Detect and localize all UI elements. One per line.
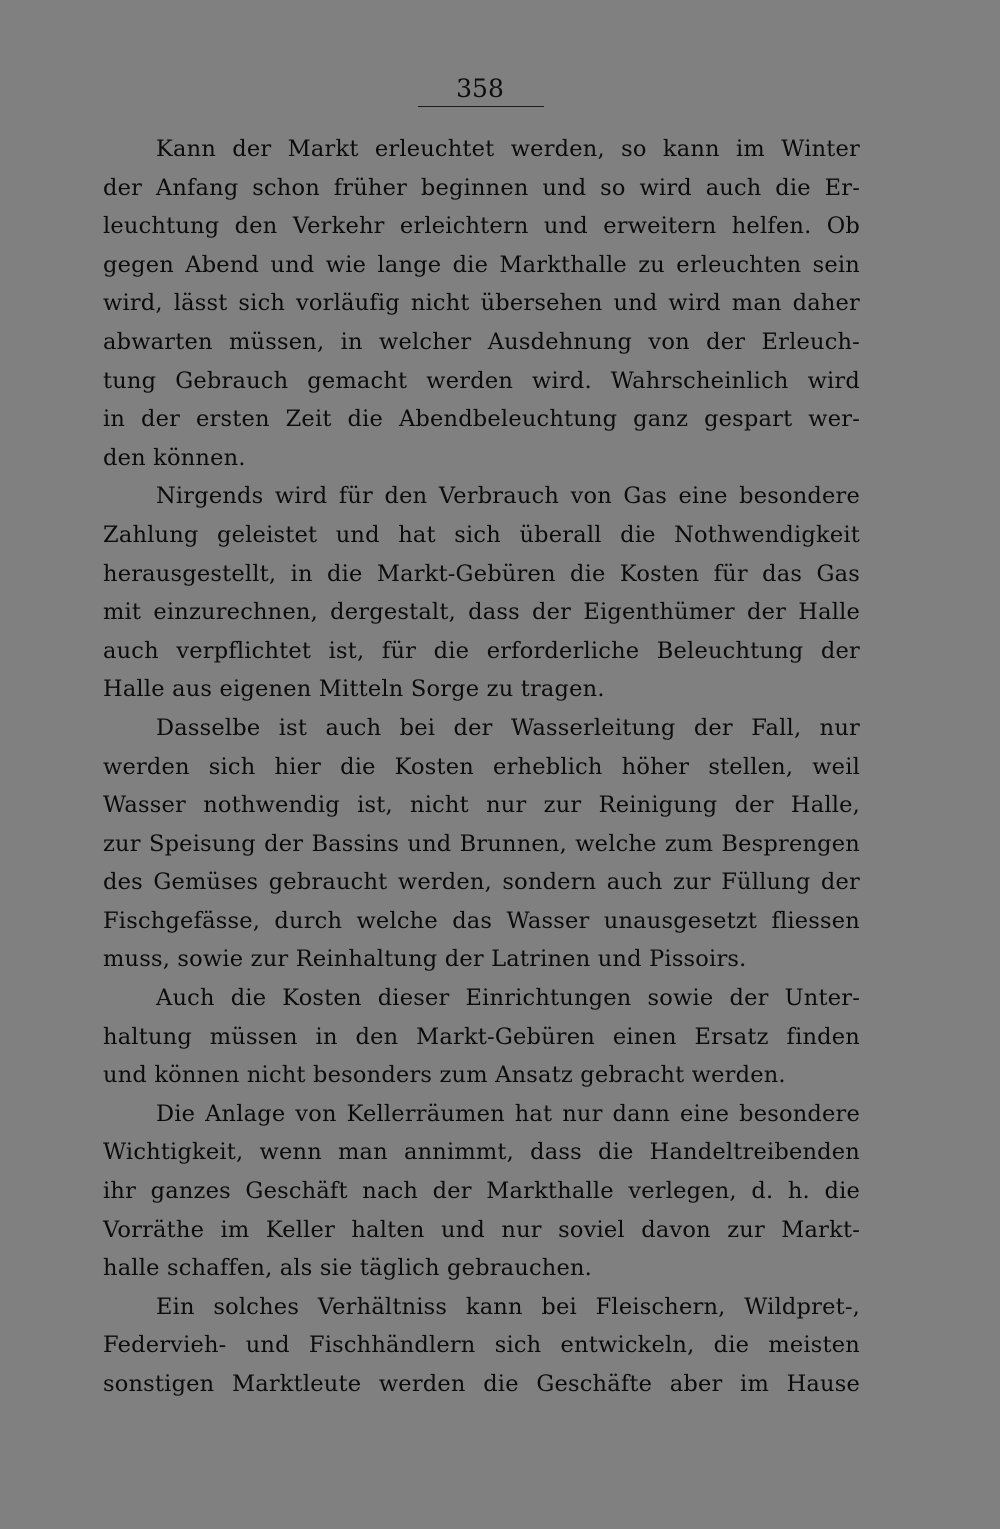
header-rule [418,106,544,107]
text-line: der Anfang schon früher beginnen und so wird auch die Er- [103,174,860,201]
text-line: haltung müssen in den Markt-Gebüren einen Ersatz finden [103,1023,860,1050]
text-line: leuchtung den Verkehr erleichtern und erweitern helfen. Ob [103,213,860,240]
text-line: Nirgends wird für den Verbrauch von Gas eine besondere [156,483,860,510]
body-text [103,130,860,1404]
text-line: den können. [103,444,246,471]
text-line: halle schaffen, als sie täglich gebrauchen. [103,1255,593,1282]
text-line: Federvieh- und Fischhändlern sich entwickeln, die meisten [103,1332,860,1359]
text-line: wird, lässt sich vorläufig nicht übersehen und wird man daher [103,290,860,317]
page-number: 358 [456,74,504,103]
text-line: Ein solches Verhältniss kann bei Fleischern, Wildpret-, [156,1293,860,1320]
text-line: Auch die Kosten dieser Einrichtungen sowie der Unter- [156,985,860,1012]
text-line: Wasser nothwendig ist, nicht nur zur Reinigung der Halle, [103,792,860,819]
text-line: auch verpflichtet ist, für die erforderliche Beleuchtung der [103,637,860,664]
text-line: ihr ganzes Geschäft nach der Markthalle verlegen, d. h. die [103,1178,860,1205]
text-line: werden sich hier die Kosten erheblich höher stellen, weil [103,753,860,780]
text-line: Vorräthe im Keller halten und nur soviel davon zur Markt- [103,1216,860,1243]
text-line: abwarten müssen, in welcher Ausdehnung von der Erleuch- [103,328,860,355]
text-line: Halle aus eigenen Mitteln Sorge zu tragen. [103,676,605,703]
text-line: Fischgefässe, durch welche das Wasser unausgesetzt fliessen [103,907,860,934]
text-line: des Gemüses gebraucht werden, sondern auch zur Füllung der [103,869,860,896]
text-line: Dasselbe ist auch bei der Wasserleitung der Fall, nur [156,714,860,741]
text-line: zur Speisung der Bassins und Brunnen, welche zum Besprengen [103,830,860,857]
text-line: tung Gebrauch gemacht werden wird. Wahrscheinlich wird [103,367,860,394]
text-line: und können nicht besonders zum Ansatz gebracht werden. [103,1062,786,1089]
text-line: mit einzurechnen, dergestalt, dass der Eigenthümer der Halle [103,599,860,626]
text-line: Zahlung geleistet und hat sich überall die Nothwendigkeit [103,521,860,548]
text-line: herausgestellt, in die Markt-Gebüren die Kosten für das Gas [103,560,860,587]
text-line: Die Anlage von Kellerräumen hat nur dann eine besondere [156,1100,860,1127]
text-line: in der ersten Zeit die Abendbeleuchtung ganz gespart wer- [103,406,860,433]
text-line: gegen Abend und wie lange die Markthalle zu erleuchten sein [103,251,860,278]
text-line: Wichtigkeit, wenn man annimmt, dass die Handeltreibenden [103,1139,860,1166]
text-line: Kann der Markt erleuchtet werden, so kann im Winter [156,136,860,162]
text-line: muss, sowie zur Reinhaltung der Latrinen und Pissoirs. [103,946,747,973]
text-line: sonstigen Marktleute werden die Geschäfte aber im Hause [103,1371,860,1397]
